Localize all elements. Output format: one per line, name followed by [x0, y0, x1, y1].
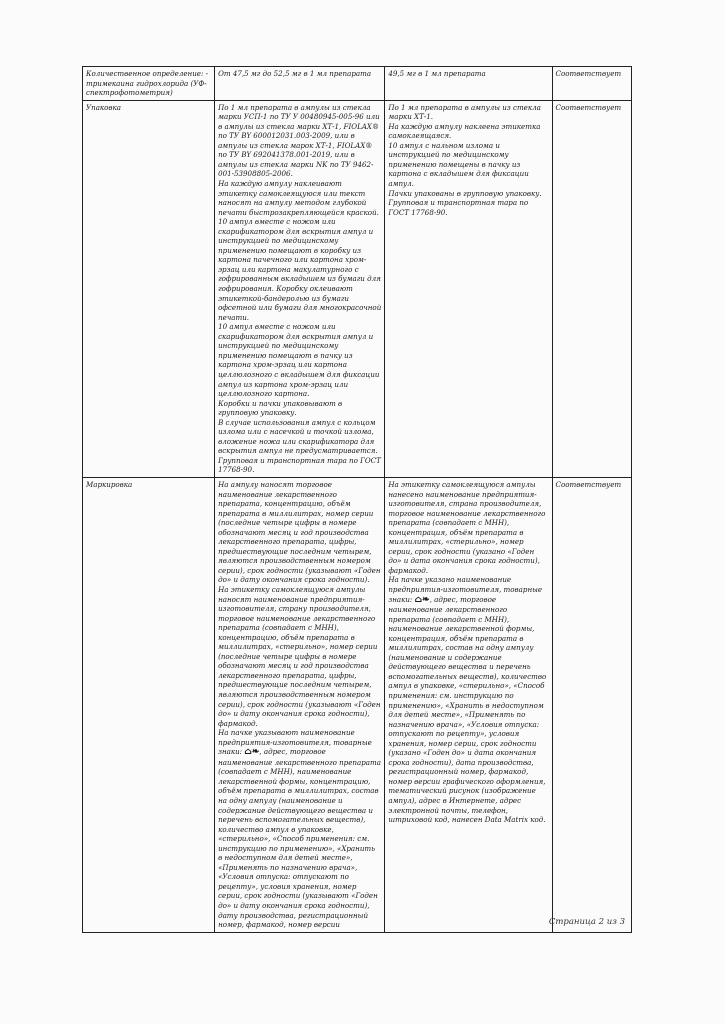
- table-row: [83, 67, 632, 101]
- property-cell: Количественное определение: - тримекаина гидрохлорида (УФ-спектрофотометрия): [83, 67, 215, 101]
- results-table: [82, 66, 632, 933]
- cell-paragraph: По 1 мл препарата в ампулы из стекла марки УСП-1 по ТУ У 00480945-005-96 или в ампулы из стекла марки ХТ-1, FIOLAX® по ТУ BY 600012031.003-2009, или в ампулы из стекла марок ХТ-1, FIOLAX® по ТУ BY 692041378.001-2019, или в ампулы из стекла марки NK по ТУ 9462-001-53908805-2006.: [218, 102, 380, 179]
- cell-paragraph: 10 ампул вместе с ножом или скарификатором для вскрытия ампул и инструкцией по медицинскому применению помещают в коробку из картона пачечного или картона хром-эрзац или картона макулатурного с гофрированным вкладышем из бумаги для гофрирования. Коробку оклеивают этикеткой-бандеролью из бумаги офсетной или бумаги для многокрасочной печати.: [218, 217, 382, 322]
- cell-paragraph: На каждую ампулу наклеивают этикетку самоклеящуюся или текст наносят на ампулу методом глубокой печати быстрозакрепляющейся краской.: [218, 179, 379, 217]
- requirement-cell: [215, 477, 385, 932]
- trademark-logo-icon: ⌂❧: [414, 594, 430, 605]
- cell-paragraph: На пачке указывают наименование предприятия-изготовителя, товарные знаки: ⌂❧, адрес, торговое наименование лекарственного препарата (совпадает с МНН), наименование лекарственной формы, концентрацию, объём препарата в миллилитрах, состав на одну ампулу (наименование и содержание действующего вещества и перечень вспомогательных веществ), количество ампул в упаковке, «стерильно», «Способ применения: см. инструкцию по применению», «Хранить в недоступном для детей месте», «Применять по назначению врача», «Условия отпуска: отпускают по рецепту», условия хранения, номер серии, срок годности (указывают «Годен до» и дату окончания срока годности), дату производства, регистрационный номер, фармакод, номер версии: [218, 728, 381, 930]
- cell-paragraph: 10 ампул вместе с ножом или скарификатором для вскрытия ампул и инструкцией по медицинскому применению помещают в пачку из картона хром-эрзац или картона целлюлозного с вкладышем для фиксации ампул из картона хром-эрзац или целлюлозного картона.: [218, 322, 380, 399]
- property-cell: Упаковка: [83, 100, 215, 477]
- cell-paragraph: На этикетку самоклеящуюся ампулы наносят наименование предприятия-изготовителя, страну производителя, торговое наименование лекарственного препарата (совпадает с МНН), концентрацию, объём препарата в миллилитрах, «стерильно», номер серии (последние четыре цифры в номере обозначают месяц и год производства лекарственного препарата, цифры, предшествующие последним четырем, являются производственным номером серии), срок годности (указывают «Годен до» и дату окончания срока годности), фармакод.: [218, 584, 381, 728]
- cell-paragraph: Групповая и транспортная тара по ГОСТ 17768-90.: [218, 455, 381, 475]
- property-cell: Маркировка: [83, 477, 215, 932]
- page-number: Страница 2 из 3: [548, 917, 625, 927]
- result-cell: [385, 100, 552, 477]
- cell-paragraph: 49,5 мг в 1 мл препарата: [388, 69, 486, 78]
- conclusion-cell: Соответствует: [552, 67, 631, 101]
- cell-paragraph: Пачки упакованы в групповую упаковку. Групповая и транспортная тара по ГОСТ 17768-90.: [388, 188, 542, 217]
- cell-paragraph: Коробки и пачки упаковывают в групповую упаковку.: [218, 398, 343, 418]
- cell-paragraph: На каждую ампулу наклеена этикетка самоклеящаяся.: [388, 121, 541, 141]
- conclusion-cell: Соответствует: [552, 477, 631, 932]
- requirement-cell: [215, 100, 385, 477]
- requirement-cell: [215, 67, 385, 101]
- trademark-logo-icon: ⌂❧: [244, 747, 260, 758]
- cell-paragraph: На пачке указано наименование предприятия-изготовителя, товарные знаки: ⌂❧, адрес, торговое наименование лекарственного препарата (совпадает с МНН), наименование лекарственной формы, концентрация, объём препарата в миллилитрах, состав на одну ампулу (наименование и содержание действующего вещества и перечень вспомогательных веществ), количество ампул в упаковке, «стерильно», «Способ применения: см. инструкцию по применению», «Хранить в недоступном для детей месте», «Применять по назначению врача», «Условия отпуска: отпускают по рецепту», условия хранения, номер серии, срок годности (указано «Годен до» и дата окончания срока годности), дата производства, регистрационный номер, фармакод, номер версии графического оформления, тематический рисунок (изображение ампул), адрес в Интернете, адрес электронной почты, телефон, штриховой код, нанесен Data Matrix код.: [388, 575, 547, 825]
- result-cell: [385, 477, 552, 932]
- result-cell: [385, 67, 552, 101]
- conclusion-cell: Соответствует: [552, 100, 631, 477]
- cell-paragraph: По 1 мл препарата в ампулы из стекла марки ХТ-1.: [388, 102, 541, 122]
- cell-paragraph: На этикетку самоклеящуюся ампулы нанесено наименование предприятия-изготовителя, страна производителя, торговое наименование лекарственного препарата (совпадает с МНН), концентрация, объём препарата в миллилитрах, «стерильно», номер серии, срок годности (указано «Годен до» и дата окончания срока годности), фармакод.: [388, 479, 546, 575]
- cell-paragraph: В случае использования ампул с кольцом излома или с насечкой и точкой излома, вложение ножа или скарификатора для вскрытия ампул не предусматривается.: [218, 417, 378, 456]
- table-row: [83, 477, 632, 932]
- cell-paragraph: От 47,5 мг до 52,5 мг в 1 мл препарата: [218, 69, 372, 78]
- cell-paragraph: 10 ампул с нальном излома и инструкцией по медицинскому применению помещены в пачку из картона с вкладышем для фиксации ампул.: [388, 140, 529, 189]
- table-row: [83, 100, 632, 477]
- cell-paragraph: На ампулу наносят торговое наименование лекарственного препарата, концентрацию, объём препарата в миллилитрах, номер серии (последние четыре цифры в номере обозначают месяц и год производства лекарственного препарата, цифры, предшествующие последним четырем, являются производственным номером серии), срок годности (указывают «Годен до» и дату окончания срока годности).: [218, 479, 381, 585]
